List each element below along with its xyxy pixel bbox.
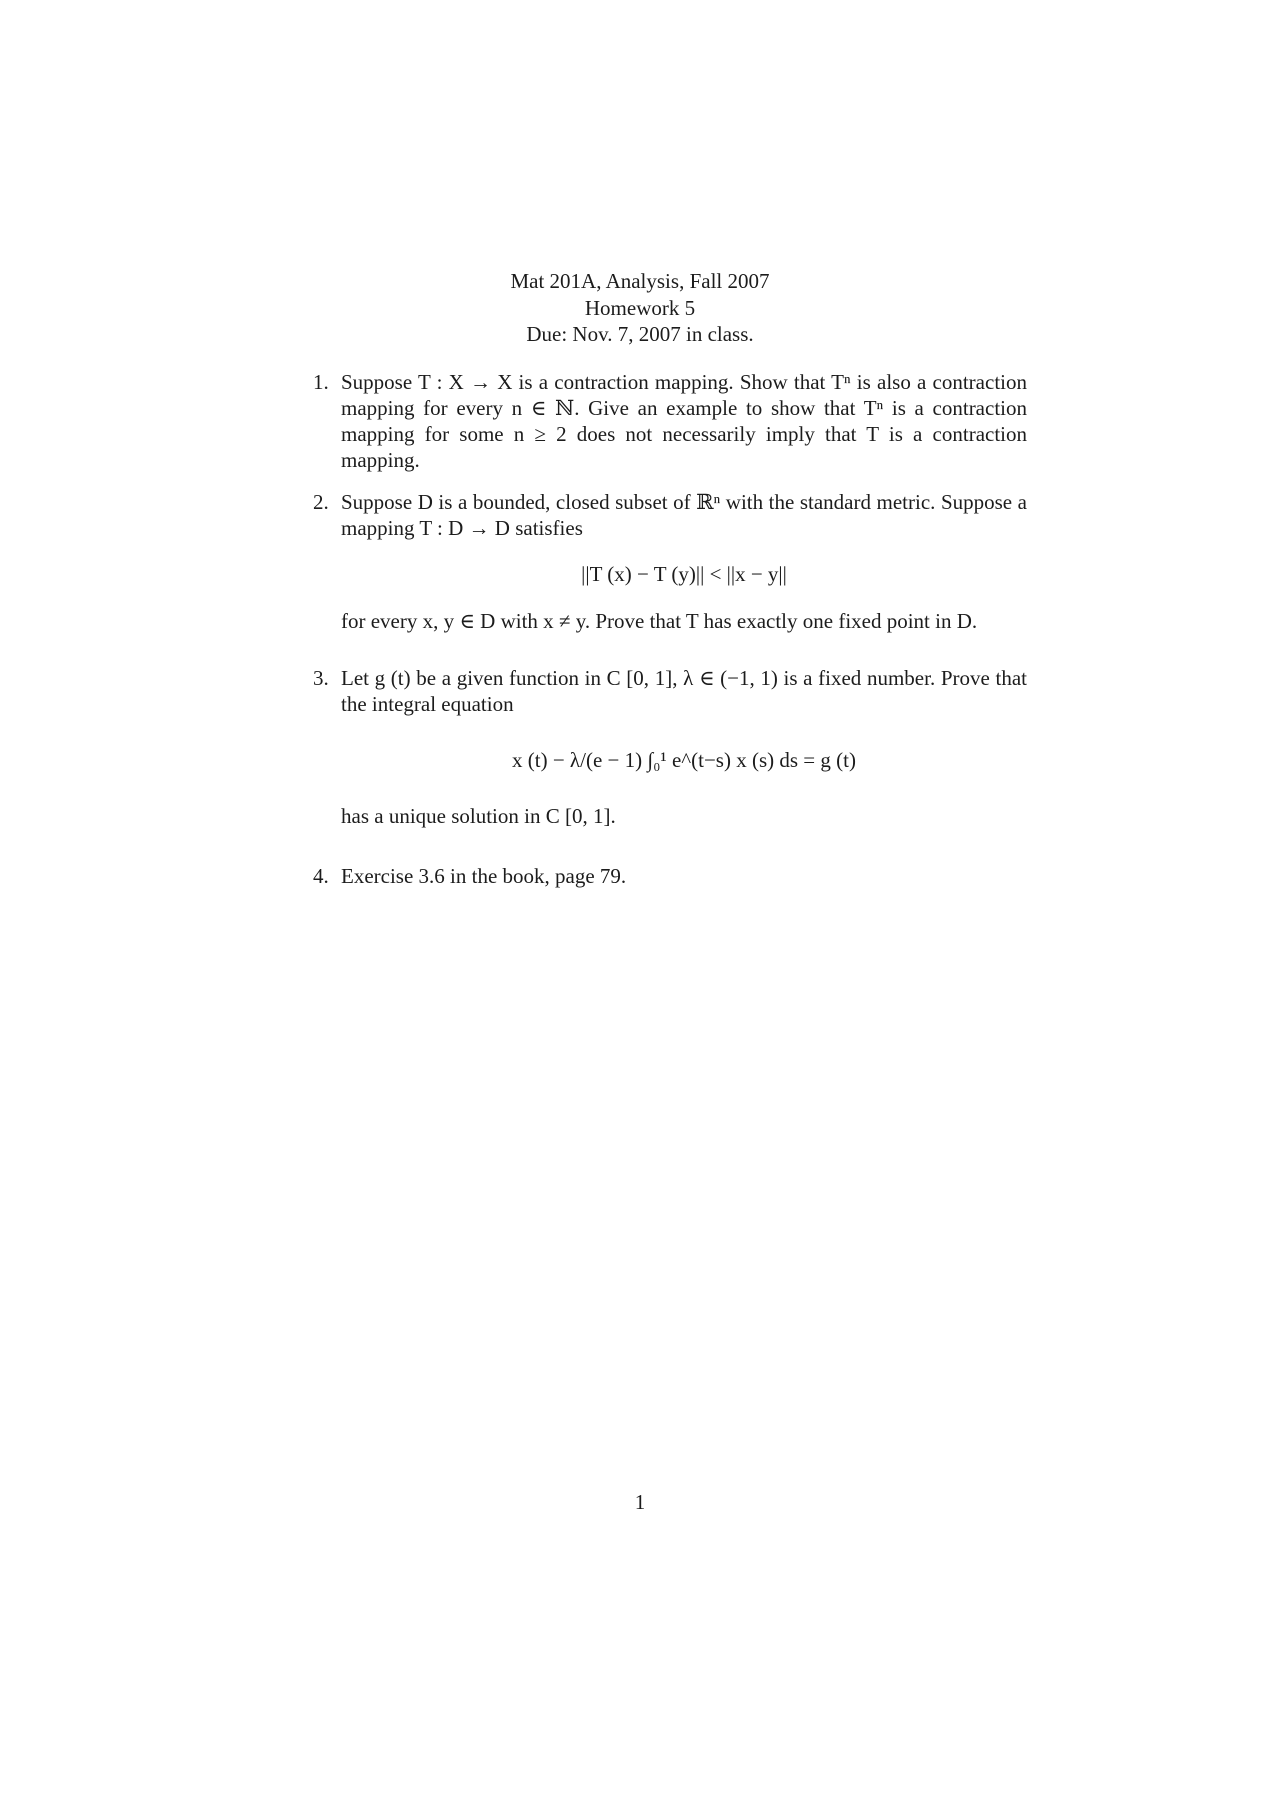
problem-list	[313, 369, 1027, 889]
problem-4-text: Exercise 3.6 in the book, page 79.	[341, 864, 627, 888]
problem-4-number: 4.	[313, 864, 329, 888]
problem-2	[313, 489, 1027, 649]
due-date: Due: Nov. 7, 2007 in class.	[526, 322, 754, 346]
problem-3-number: 3.	[313, 666, 329, 690]
problem-3-intro: Let g (t) be a given function in C [0, 1], λ ∈ (−1, 1) is a fixed number. Prove that the integral equation	[341, 666, 1027, 716]
problem-4	[313, 863, 1027, 889]
problem-2-conclusion: for every x, y ∈ D with x ≠ y. Prove that T has exactly one fixed point in D.	[341, 609, 978, 633]
problem-2-intro: Suppose D is a bounded, closed subset of ℝⁿ with the standard metric. Suppose a mapping T : D → D satisfies	[341, 490, 1027, 540]
page-number: 1	[634, 1490, 646, 1514]
problem-3-equation: x (t) − λ/(e − 1) ∫₀¹ e^(t−s) x (s) ds = g (t)	[512, 748, 856, 772]
course-title: Mat 201A, Analysis, Fall 2007	[510, 269, 770, 293]
document-header	[0, 268, 1280, 348]
problem-3-conclusion: has a unique solution in C [0, 1].	[341, 804, 616, 828]
problem-1-number: 1.	[313, 370, 329, 394]
assignment-title: Homework 5	[584, 295, 696, 320]
problem-1-text: Suppose T : X → X is a contraction mapping. Show that Tⁿ is also a contraction mapping for every n ∈ ℕ. Give an example to show that Tⁿ is a contraction mapping for some n ≥ 2 does not necessarily imply that T is a contraction mapping.	[341, 370, 1027, 472]
problem-2-equation: ||T (x) − T (y)|| < ||x − y||	[581, 562, 787, 586]
problem-1	[313, 369, 1027, 473]
problem-2-number: 2.	[313, 490, 329, 514]
problem-3	[313, 665, 1027, 847]
